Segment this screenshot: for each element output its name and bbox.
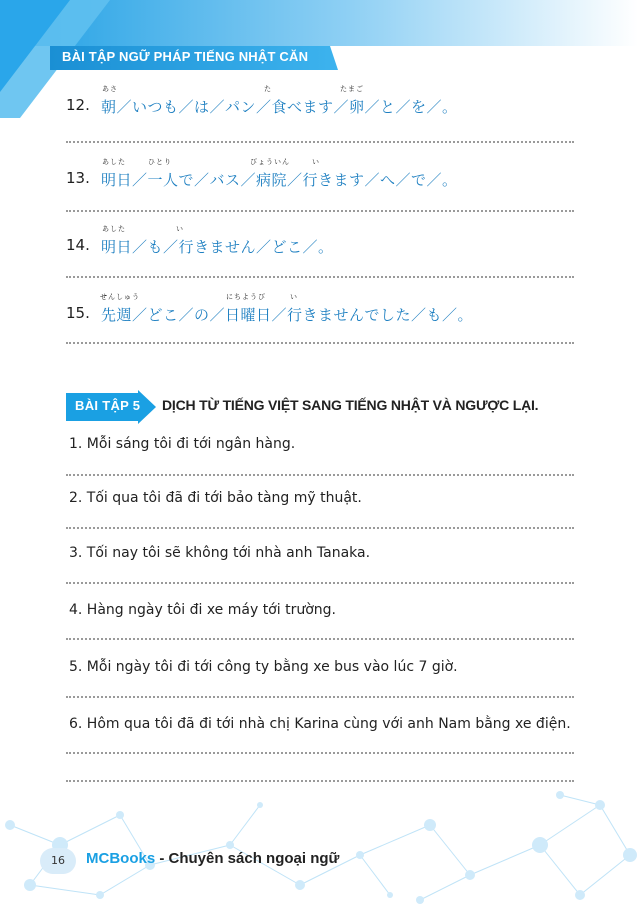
answer-line[interactable] [66,696,574,698]
vietnamese-sentence: 1. Mỗi sáng tôi đi tới ngân hàng. [69,436,296,452]
vietnamese-sentence: 6. Hôm qua tôi đã đi tới nhà chị Karina cùng với anh Nam bằng xe điện. [69,716,571,732]
furigana: びょういん [250,158,290,166]
furigana: あした [102,225,126,233]
furigana: た [264,85,272,93]
answer-line[interactable] [66,780,574,782]
furigana: い [312,158,320,166]
furigana: にちようび [226,293,266,301]
footer-brand [86,850,339,867]
japanese-sentence: 明日／も／行きません／どこ／。 [101,238,334,256]
furigana: い [176,225,184,233]
exercise-15 [66,292,576,326]
furigana: せんしゅう [100,293,140,301]
exercise-number: 13. [66,169,90,187]
vietnamese-sentence: 3. Tối nay tôi sẽ không tới nhà anh Tanaka. [69,545,371,561]
japanese-sentence: 明日／一人で／バス／病院／行きます／へ／で／。 [101,171,458,189]
furigana: ひとり [148,158,172,166]
section-title: DỊCH TỪ TIẾNG VIỆT SANG TIẾNG NHẬT VÀ NGƯỢC LẠI. [162,397,539,413]
answer-line[interactable] [66,474,574,476]
answer-line[interactable] [66,527,574,529]
page-number: 16 [40,848,76,874]
exercise-12 [66,84,576,118]
answer-line[interactable] [66,342,574,344]
furigana: あした [102,158,126,166]
furigana: あさ [102,85,118,93]
furigana: たまご [340,85,364,93]
header-title: BÀI TẬP NGỮ PHÁP TIẾNG NHẬT CĂN BẢN [62,49,309,90]
exercise-number: 14. [66,236,90,254]
answer-line[interactable] [66,638,574,640]
exercise-number: 15. [66,304,90,322]
footer-network-decoration [0,785,638,905]
answer-line[interactable] [66,141,574,143]
exercise-number: 12. [66,96,90,114]
japanese-sentence: 朝／いつも／は／パン／食べます／卵／と／を／。 [101,98,458,116]
brand-name: MCBooks [86,850,156,867]
exercise-14 [66,224,576,258]
answer-line[interactable] [66,276,574,278]
vietnamese-sentence: 2. Tối qua tôi đã đi tới bảo tàng mỹ thuật. [69,490,362,506]
brand-tagline: - Chuyên sách ngoại ngữ [155,850,340,867]
exercise-13 [66,157,576,191]
answer-line[interactable] [66,582,574,584]
furigana: い [290,293,298,301]
japanese-sentence: 先週／どこ／の／日曜日／行きませんでした／も／。 [101,306,474,324]
answer-line[interactable] [66,752,574,754]
answer-line[interactable] [66,210,574,212]
section-badge-label: BÀI TẬP 5 [75,398,141,413]
vietnamese-sentence: 4. Hàng ngày tôi đi xe máy tới trường. [69,602,336,618]
vietnamese-sentence: 5. Mỗi ngày tôi đi tới công ty bằng xe bus vào lúc 7 giờ. [69,659,458,675]
